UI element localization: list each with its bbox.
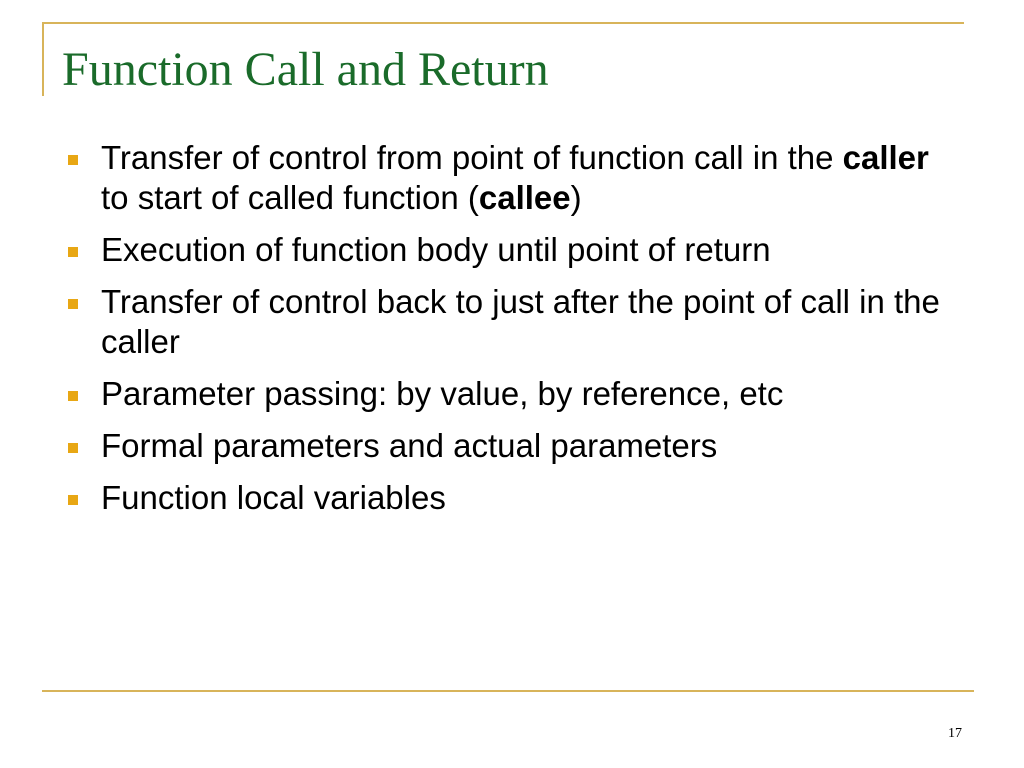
page-number: 17	[948, 726, 962, 741]
bullet-text: )	[570, 179, 582, 216]
bullet-bold-text: callee	[478, 179, 571, 216]
bullet-square-icon	[68, 299, 78, 309]
bullet-square-icon	[68, 391, 78, 401]
bullet-bold-text: caller	[842, 139, 929, 176]
bullet-item	[64, 478, 964, 518]
bullet-square-icon	[68, 247, 78, 257]
frame-bottom-line	[42, 690, 974, 692]
bullet-text: Execution of function body until point of return	[101, 231, 771, 268]
frame-top-line	[42, 22, 964, 24]
bullet-item	[64, 426, 964, 466]
bullet-item	[64, 282, 964, 362]
bullet-square-icon	[68, 155, 78, 165]
bullet-list	[64, 138, 964, 530]
frame-left-line	[42, 22, 44, 96]
bullet-text: Parameter passing: by value, by reference, etc	[101, 375, 784, 412]
bullet-item	[64, 374, 964, 414]
bullet-text: Transfer of control from point of function call in the	[101, 139, 843, 176]
bullet-square-icon	[68, 495, 78, 505]
bullet-text: to start of called function (	[101, 179, 479, 216]
bullet-text: Transfer of control back to just after the point of call in the caller	[101, 283, 940, 360]
bullet-text: Formal parameters and actual parameters	[101, 427, 718, 464]
bullet-text: Function local variables	[101, 479, 446, 516]
slide-title: Function Call and Return	[62, 43, 549, 96]
bullet-item	[64, 230, 964, 270]
bullet-square-icon	[68, 443, 78, 453]
bullet-item	[64, 138, 964, 218]
